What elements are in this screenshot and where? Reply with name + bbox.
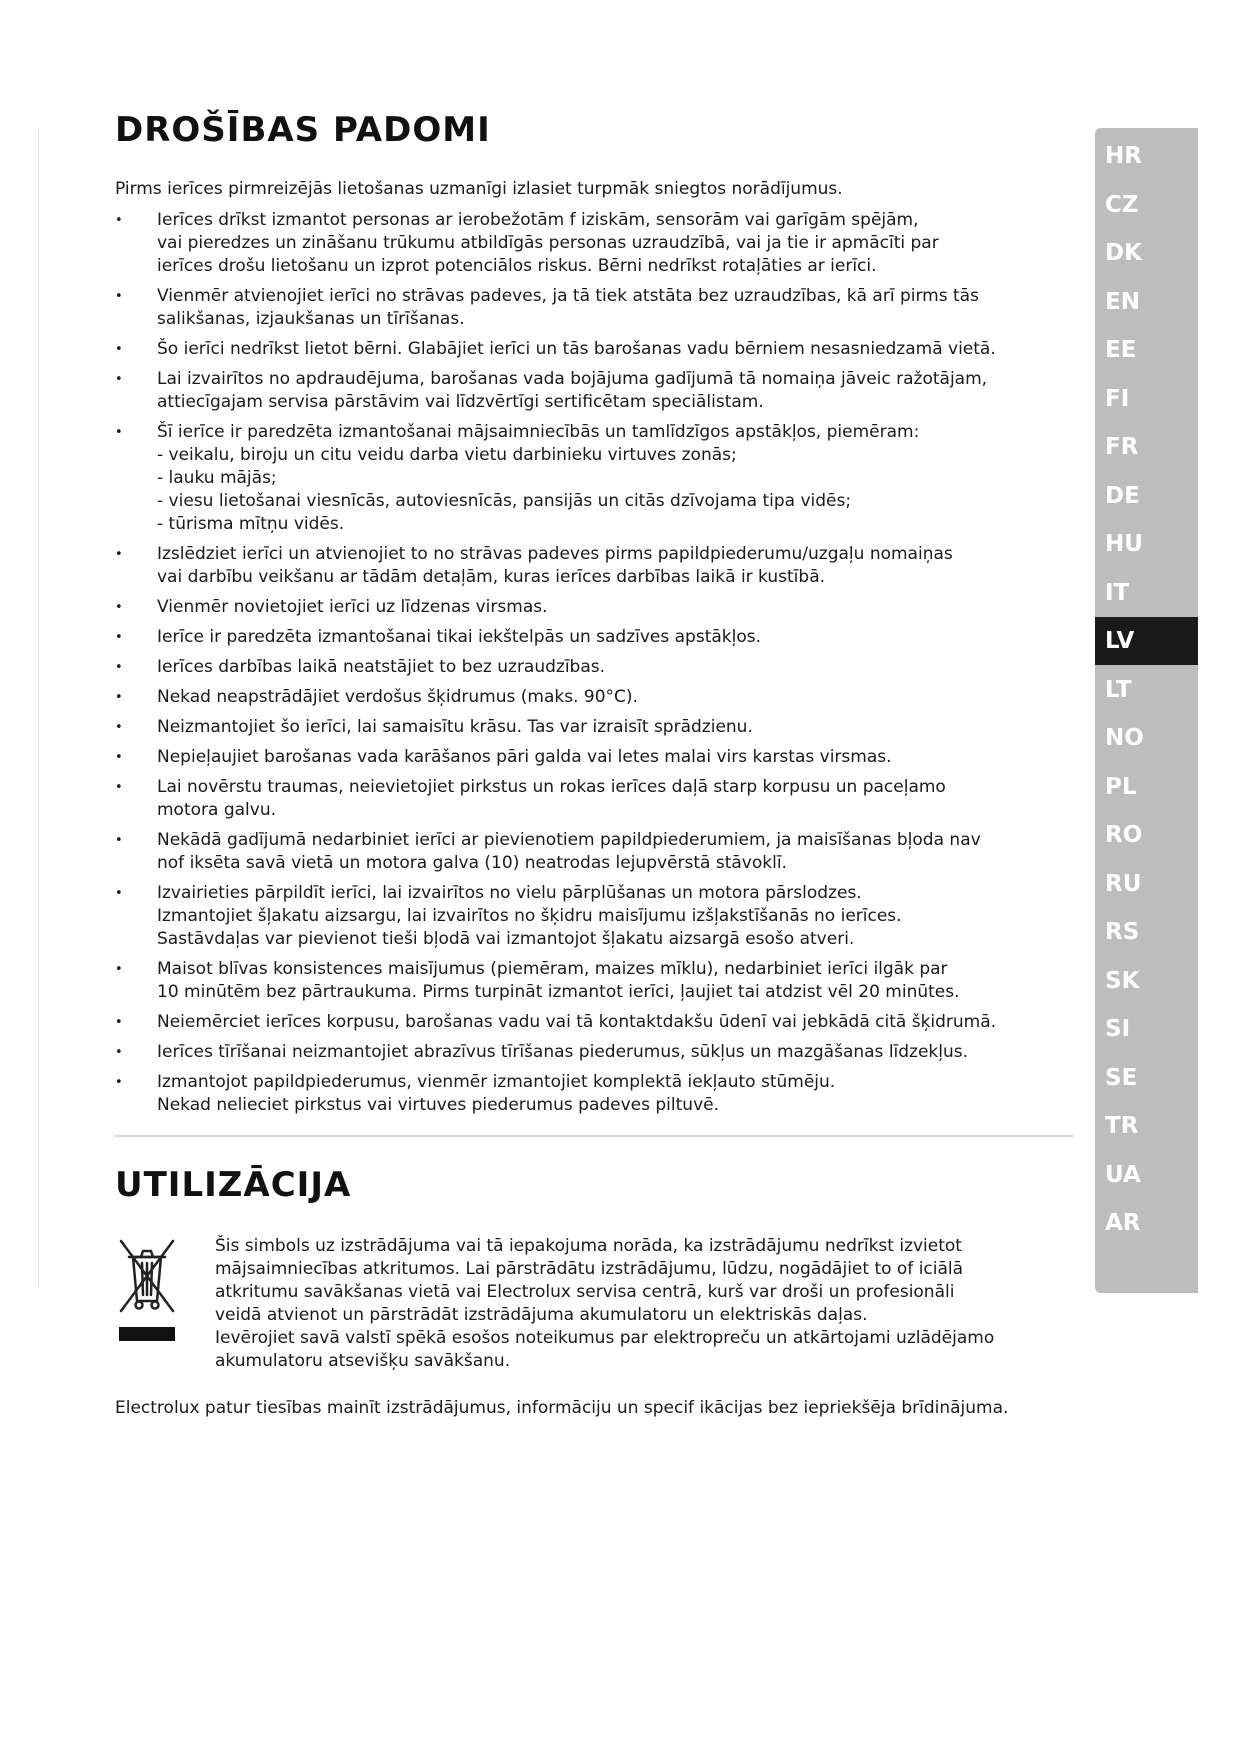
language-tab-si[interactable]: SI	[1105, 1016, 1131, 1042]
language-tab-hr[interactable]: HR	[1105, 143, 1142, 169]
safety-item: • Nekad neapstrādājiet verdošus šķidrumus (maks. 90°C).	[115, 686, 1075, 709]
safety-item: • Ierīces drīkst izmantot personas ar ierobežotām f iziskām, sensorām vai garīgām spējām, vai pieredzes un zināšanu trūkumu atbildīgās personas uzraudzībā, vai ja tie ir apmācīti par ierīces drošu lietošanu un izprot potenciālos riskus. Bērni nedrīkst rotaļāties ar ierīci.	[115, 209, 1075, 278]
safety-item: • Nekādā gadījumā nedarbiniet ierīci ar pievienotiem papildpiederumiem, ja maisīšanas bļoda nav nof iksēta savā vietā un motora galva (10) neatrodas lejupvērstā stāvoklī.	[115, 829, 1075, 875]
language-tab-se[interactable]: SE	[1105, 1064, 1138, 1091]
safety-item: • Neiemērciet ierīces korpusu, barošanas vadu vai tā kontaktdakšu ūdenī vai jebkādā citā šķidrumā.	[115, 1011, 1075, 1034]
safety-item: • Šī ierīce ir paredzēta izmantošanai mājsaimniecībās un tamlīdzīgos apstākļos, piemēram: - veikalu, biroju un citu veidu darba vietu darbinieku virtuves zonās; - lauku mājās; - viesu lietošanai viesnīcās, autoviesnīcās, pansijās un citās dzīvojama tipa vidēs; - tūrisma mītņu vidēs.	[115, 421, 1075, 536]
language-tab-ru[interactable]: RU	[1105, 870, 1142, 897]
safety-item: • Lai izvairītos no apdraudējuma, barošanas vada bojājuma gadījumā tā nomaiņa jāveic ražotājam, attiecīgajam servisa pārstāvim vai līdzvērtīgi sertificētam speciālistam.	[115, 368, 1075, 414]
safety-item: • Ierīces darbības laikā neatstājiet to bez uzraudzības.	[115, 656, 1075, 679]
language-tab-en[interactable]: EN	[1105, 288, 1140, 315]
safety-item: • Vienmēr atvienojiet ierīci no strāvas padeves, ja tā tiek atstāta bez uzraudzības, kā arī pirms tās salikšanas, izjaukšanas un tīrīšanas.	[115, 285, 1075, 331]
language-tab-cz[interactable]: CZ	[1105, 191, 1139, 218]
language-tab-it[interactable]: IT	[1105, 579, 1130, 606]
safety-item: • Šo ierīci nedrīkst lietot bērni. Glabājiet ierīci un tās barošanas vadu bērniem nesasniedzamā vietā.	[115, 338, 1075, 361]
safety-item: • Izvairieties pārpildīt ierīci, lai izvairītos no vielu pārplūšanas un motora pārslodzes. Izmantojiet šļakatu aizsargu, lai izvairītos no šķidru maisījumu izšļakstīšanās no ierīces. Sastāvdaļas var pievienot tieši bļodā vai izmantojot šļakatu aizsargā esošo atveri.	[115, 882, 1075, 951]
safety-item: • Lai novērstu traumas, neievietojiet pirkstus un rokas ierīces daļā starp korpusu un paceļamo motora galvu.	[115, 776, 1075, 822]
safety-intro: Pirms ierīces pirmreizējās lietošanas uzmanīgi izlasiet turpmāk sniegtos norādījumus.	[115, 179, 843, 199]
disposal-text	[215, 1235, 1075, 1373]
main-content	[115, 110, 1075, 1437]
language-tab-rs[interactable]: RS	[1105, 919, 1140, 945]
language-tab-de[interactable]: DE	[1105, 482, 1140, 509]
safety-item: • Izmantojot papildpiederumus, vienmēr izmantojiet komplektā iekļauto stūmēju. Nekad nelieciet pirkstus vai virtuves piederumus padeves piltuvē.	[115, 1071, 1075, 1117]
footer-note: Electrolux patur tiesības mainīt izstrādājumus, informāciju un specif ikācijas bez iepriekšēja brīdinājuma.	[115, 1398, 1009, 1418]
safety-item: • Izslēdziet ierīci un atvienojiet to no strāvas padeves pirms papildpiederumu/uzgaļu nomaiņas vai darbību veikšanu ar tādām detaļām, kuras ierīces darbības laikā ir kustībā.	[115, 543, 1075, 589]
language-tab-ee[interactable]: EE	[1105, 337, 1137, 363]
language-tab-ua[interactable]: UA	[1105, 1161, 1141, 1188]
language-tab-no[interactable]: NO	[1105, 725, 1144, 751]
safety-item: • Ierīces tīrīšanai neizmantojiet abrazīvus tīrīšanas piederumus, sūkļus un mazgāšanas līdzekļus.	[115, 1041, 1075, 1064]
language-tab-ar[interactable]: AR	[1105, 1210, 1141, 1236]
disposal-title: UTILIZĀCIJA	[115, 1165, 352, 1205]
disposal-paragraph: Šis simbols uz izstrādājuma vai tā iepakojuma norāda, ka izstrādājumu nedrīkst izvietot mājsaimniecības atkritumos. Lai pārstrādātu izstrādājumu, lūdzu, nogādājiet to of iciālā atkritumu savākšanas vietā vai Electrolux servisa centrā, kurš var droši un profesionāli veidā atvienot un pārstrādāt izstrādājuma akumulatoru un elektriskās daļas.	[215, 1236, 964, 1325]
language-tab-lt[interactable]: LT	[1105, 676, 1132, 703]
left-margin-rule	[38, 128, 39, 1288]
disposal-paragraph-regulations: Ievērojiet savā valstī spēkā esošos noteikumus par elektropreču un atkārtojami uzlādējamo akumulatoru atsevišķu savākšanu.	[215, 1328, 995, 1371]
language-tab-bar	[1095, 128, 1198, 1293]
language-tab-sk[interactable]: SK	[1105, 967, 1140, 994]
safety-item: • Neizmantojiet šo ierīci, lai samaisītu krāsu. Tas var izraisīt sprādzienu.	[115, 716, 1075, 739]
weee-crossed-bin-icon	[115, 1235, 179, 1345]
safety-item: • Ierīce ir paredzēta izmantošanai tikai iekštelpās un sadzīves apstākļos.	[115, 626, 1075, 649]
language-tab-pl[interactable]: PL	[1105, 773, 1137, 800]
safety-list	[115, 209, 1075, 1117]
language-tab-fr[interactable]: FR	[1105, 434, 1139, 460]
language-tab-lv[interactable]: LV	[1095, 617, 1198, 665]
language-tab-hu[interactable]: HU	[1105, 531, 1143, 557]
language-tab-fi[interactable]: FI	[1105, 385, 1130, 412]
safety-item: • Vienmēr novietojiet ierīci uz līdzenas virsmas.	[115, 596, 1075, 619]
safety-item: • Nepieļaujiet barošanas vada karāšanos pāri galda vai letes malai virs karstas virsmas.	[115, 746, 1075, 769]
language-tab-ro[interactable]: RO	[1105, 822, 1143, 848]
safety-title: DROŠĪBAS PADOMI	[115, 110, 491, 150]
section-divider	[115, 1135, 1073, 1137]
safety-item: • Maisot blīvas konsistences maisījumus (piemēram, maizes mīklu), nedarbiniet ierīci ilgāk par 10 minūtēm bez pārtraukuma. Pirms turpināt izmantot ierīci, ļaujiet tai atdzist vēl 20 minūtes.	[115, 958, 1075, 1004]
language-tab-tr[interactable]: TR	[1105, 1113, 1139, 1139]
disposal-section	[115, 1235, 1075, 1373]
language-tab-dk[interactable]: DK	[1105, 240, 1142, 266]
